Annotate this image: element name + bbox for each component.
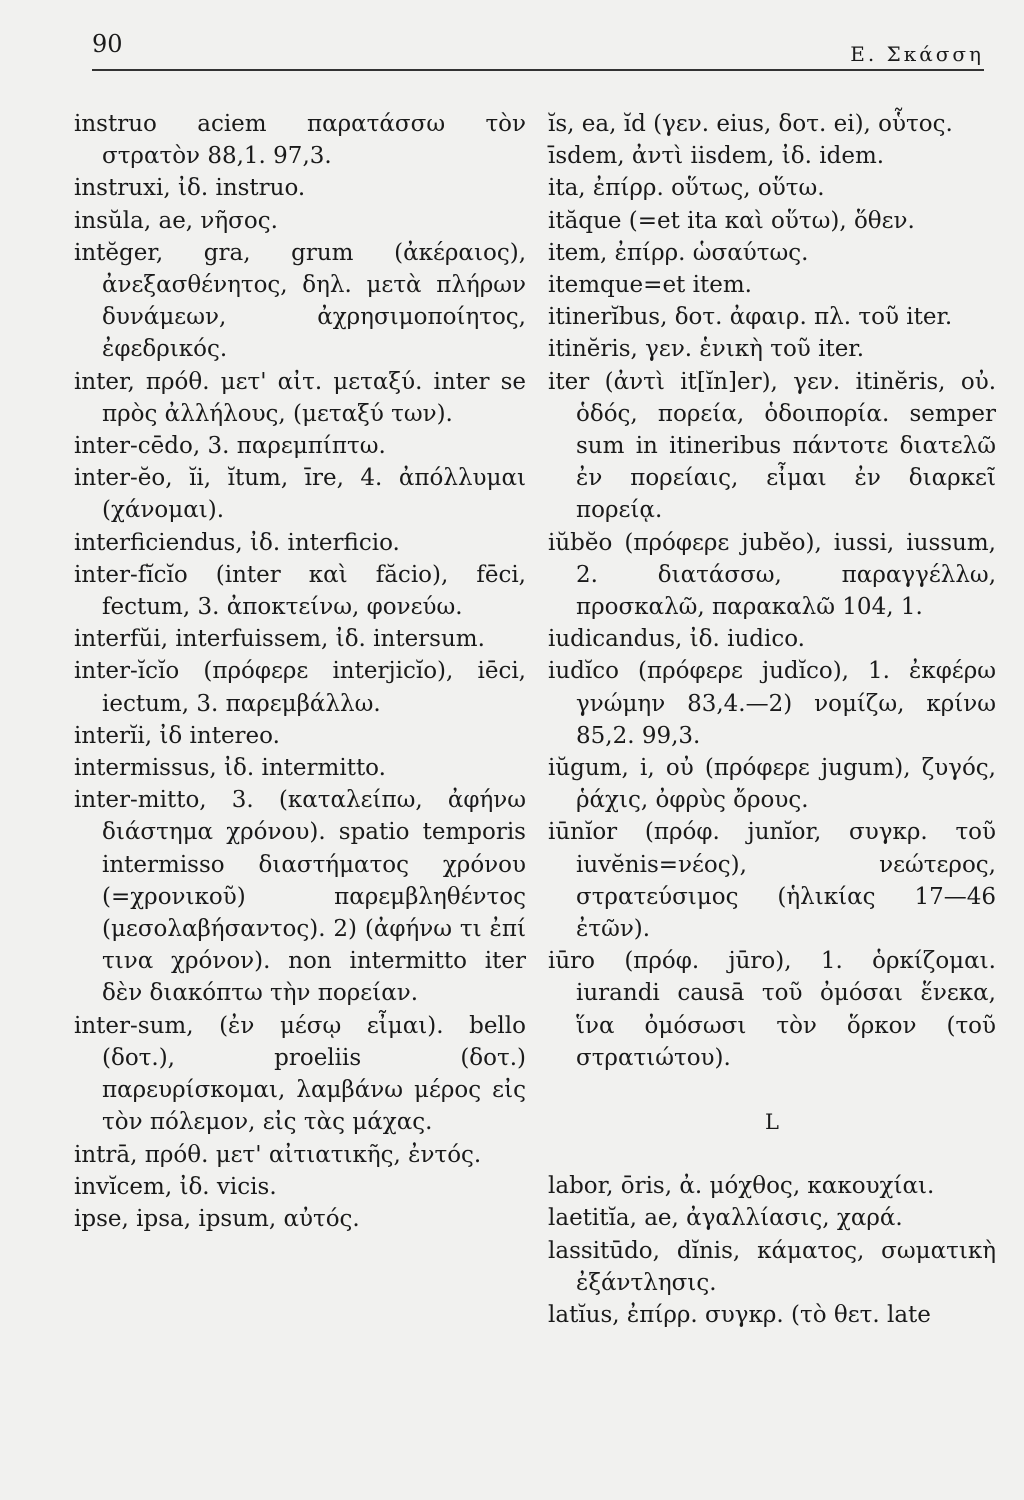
dictionary-entry: invĭcem, ἰδ. vicis.: [74, 1173, 277, 1200]
dictionary-entry: ipse, ipsa, ipsum, αὐτός.: [74, 1205, 360, 1232]
dictionary-entry: intermissus, ἰδ. intermitto.: [74, 755, 386, 782]
dictionary-entry: itemque=et item.: [548, 272, 752, 299]
dictionary-entry: inter-mitto, 3. (καταλείπω, ἀφήνω διάστημα χρόνου). spatio temporis intermisso διαστήματος χρόνου (=χρονικοῦ) παρεμβληθέντος (μεσολαβήσαντος). 2) (ἀφήνω τι ἐπί τινα χρόνον). non intermitto iter δὲν διακόπτω τὴν πορείαν.: [74, 787, 526, 1007]
right-column: [548, 108, 996, 1331]
dictionary-entry: labor, ōris, ἀ. μόχθος, κακουχίαι.: [548, 1173, 935, 1200]
section-heading-letter: L: [765, 1110, 779, 1135]
page-header: [92, 28, 984, 68]
dictionary-entry: interĭi, ἰδ intereo.: [74, 722, 280, 749]
dictionary-entry: inter-sum, (ἐν μέσῳ εἶμαι). bello (δοτ.), proeliis (δοτ.) παρευρίσκομαι, λαμβάνω μέρος εἰς τὸν πόλεμον, εἰς τὰς μάχας.: [74, 1012, 526, 1136]
dictionary-entry: iudicandus, ἰδ. iudico.: [548, 626, 805, 653]
dictionary-entry: iudĭco (πρόφερε judĭco), 1. ἐκφέρω γνώμην 83,4.—2) νομίζω, κρίνω 85,2. 99,3.: [548, 658, 996, 749]
dictionary-entry: lassitūdo, dĭnis, κάματος, σωματικὴ ἐξάντλησις.: [548, 1237, 996, 1296]
dictionary-entry: item, ἐπίρρ. ὡσαύτως.: [548, 239, 809, 266]
dictionary-entry: intĕger, gra, grum (ἀκέραιος), ἀνεξασθένητος, δηλ. μετὰ πλήρων δυνάμεων, ἀχρησιμοποίητος, ἐφεδρικός.: [74, 239, 526, 363]
dictionary-entry: ita, ἐπίρρ. οὕτως, οὕτω.: [548, 175, 825, 202]
dictionary-entry: interfŭi, interfuissem, ἰδ. intersum.: [74, 626, 485, 653]
dictionary-entry: inter-ĕo, ĭi, ĭtum, īre, 4. ἀπόλλυμαι (χάνομαι).: [74, 465, 526, 524]
dictionary-entry: inter, πρόθ. μετ' αἰτ. μεταξύ. inter se πρὸς ἀλλήλους, (μεταξύ των).: [74, 368, 526, 427]
dictionary-entry: inter-fĭcĭo (inter καὶ făcio), fēci, fectum, 3. ἀποκτείνω, φονεύω.: [74, 561, 526, 621]
dictionary-entry: latĭus, ἐπίρρ. συγκρ. (τὸ θετ. late: [548, 1301, 931, 1328]
dictionary-entry: iŭgum, i, οὐ (πρόφερε jugum), ζυγός, ῥάχις, ὀφρὺς ὄρους.: [548, 755, 996, 814]
dictionary-entry: itinĕris, γεν. ἑνικὴ τοῦ iter.: [548, 336, 865, 363]
dictionary-entry: iŭbĕo (πρόφερε jubĕo), iussi, iussum, 2. διατάσσω, παραγγέλλω, προσκαλῶ, παρακαλῶ 104, 1.: [548, 529, 996, 621]
dictionary-entry: interficiendus, ἰδ. interficio.: [74, 529, 400, 556]
dictionary-entry: iter (ἀντὶ it[ĭn]er), γεν. itinĕris, οὐ. ὁδός, πορεία, ὁδοιπορία. semper sum in itineribus πάντοτε διατελῶ ἐν πορείαις, εἶμαι ἐν διαρκεῖ πορείᾳ.: [548, 368, 996, 524]
dictionary-entry: inter-cēdo, 3. παρεμπίπτω.: [74, 433, 386, 460]
dictionary-entry: intrā, πρόθ. μετ' αἰτιατικῆς, ἐντός.: [74, 1141, 482, 1168]
dictionary-entry: ităque (=et ita καὶ οὕτω), ὅθεν.: [548, 207, 915, 234]
dictionary-entry: itinerĭbus, δοτ. ἀφαιρ. πλ. τοῦ iter.: [548, 304, 953, 331]
dictionary-entry: instruxi, ἰδ. instruo.: [74, 175, 306, 202]
dictionary-entry: īsdem, ἀντὶ iisdem, ἰδ. idem.: [548, 143, 885, 170]
header-rule: [92, 69, 984, 71]
running-head-author: Ε. Σκάσση: [850, 42, 984, 66]
page-number: 90: [92, 30, 123, 58]
dictionary-entry: inter-ĭcĭo (πρόφερε interjicĭo), iēci, iectum, 3. παρεμβάλλω.: [74, 658, 526, 717]
dictionary-entry: laetitĭa, ae, ἀγαλλίασις, χαρά.: [548, 1205, 903, 1232]
left-column: [74, 108, 526, 1235]
dictionary-entry: instruo aciem παρατάσσω τὸν στρατὸν 88,1. 97,3.: [74, 111, 526, 170]
dictionary-entry: iūro (πρόφ. jūro), 1. ὁρκίζομαι. iurandi causā τοῦ ὀμόσαι ἕνεκα, ἵνα ὀμόσωσι τὸν ὅρκον (τοῦ στρατιώτου).: [548, 948, 996, 1071]
dictionary-entry: insŭla, ae, νῆσος.: [74, 207, 278, 234]
dictionary-entry: iūnĭor (πρόφ. junĭor, συγκρ. τοῦ iuvĕnis=νέος), νεώτερος, στρατεύσιμος (ἡλικίας 17—46 ἐτῶν).: [548, 819, 996, 943]
dictionary-entry: ĭs, ea, ĭd (γεν. eius, δοτ. ei), οὗτος.: [548, 111, 953, 137]
